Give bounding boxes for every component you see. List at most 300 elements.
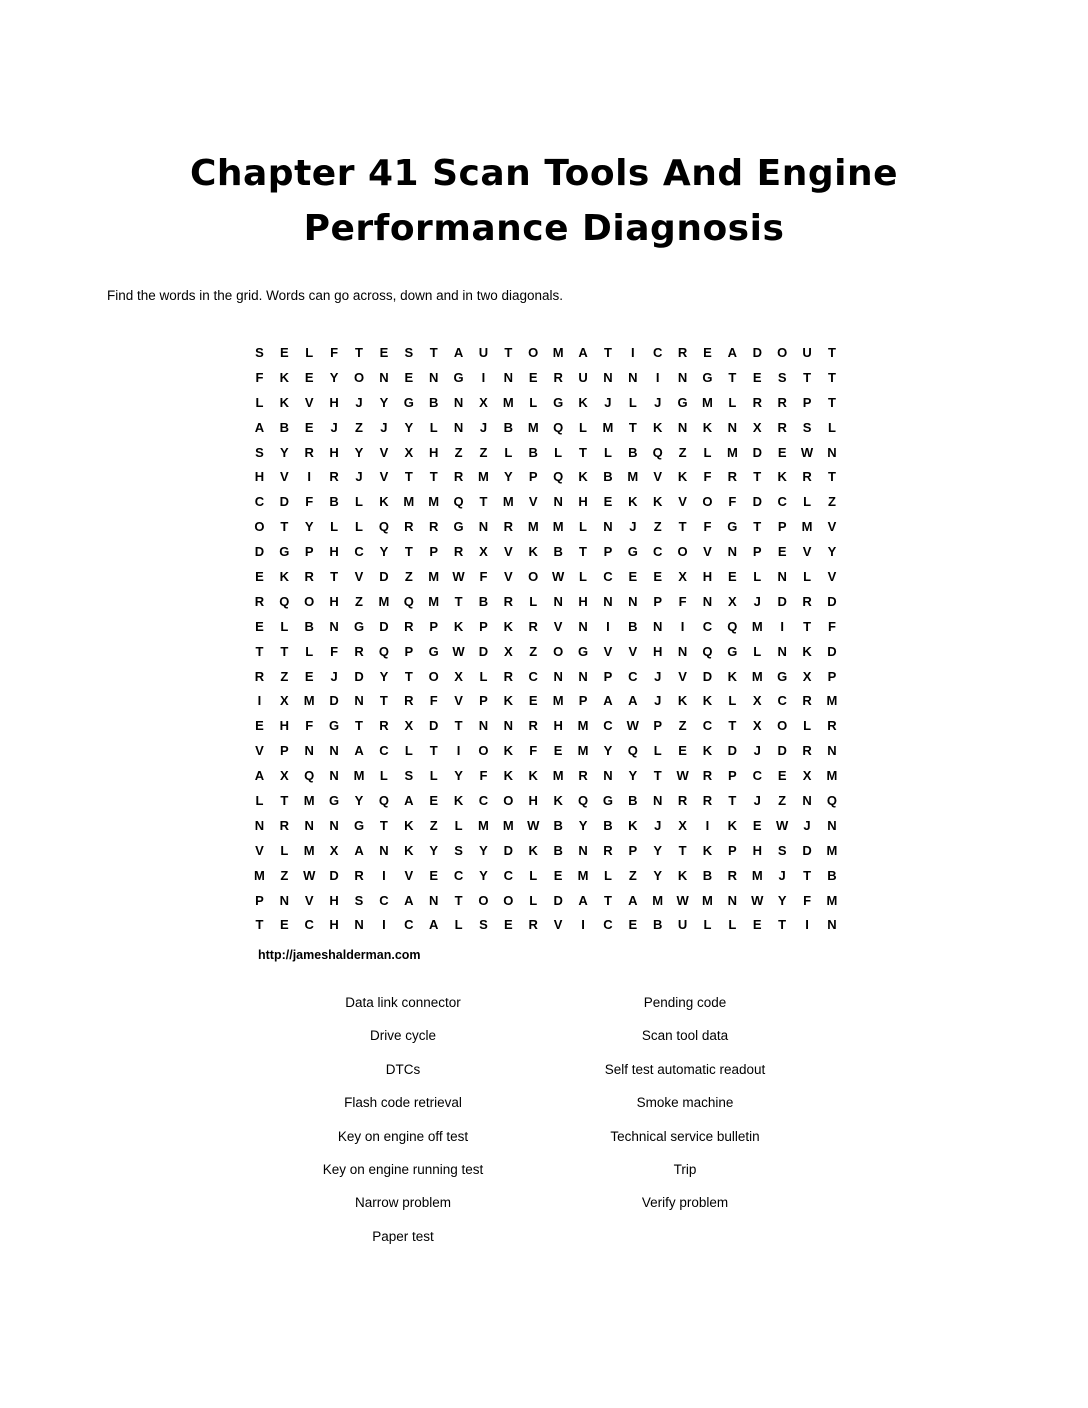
grid-cell: A: [428, 917, 439, 933]
grid-cell: L: [753, 568, 762, 584]
grid-cell: Y: [603, 743, 613, 759]
grid-cell: M: [552, 344, 564, 360]
grid-cell: L: [280, 618, 289, 634]
grid-cell: L: [579, 519, 587, 535]
grid-cell: A: [254, 768, 265, 784]
grid-cell: C: [777, 693, 787, 709]
grid-cell: P: [528, 469, 538, 485]
grid-cell: W: [626, 718, 639, 734]
grid-cell: N: [503, 718, 514, 734]
grid-cell: A: [578, 344, 588, 360]
grid-cell: W: [676, 892, 689, 908]
grid-cell: N: [553, 494, 563, 510]
grid-cell: M: [502, 394, 514, 410]
grid-cell: M: [428, 593, 440, 609]
grid-cell: R: [404, 519, 414, 535]
grid-cell: Y: [653, 842, 663, 858]
grid-cell: B: [503, 419, 514, 435]
grid-cell: T: [827, 369, 836, 385]
grid-cell: N: [777, 643, 787, 659]
grid-cell: H: [329, 444, 339, 460]
grid-cell: K: [528, 768, 538, 784]
grid-cell: T: [827, 394, 836, 410]
grid-cell: F: [703, 519, 712, 535]
grid-cell: R: [727, 469, 738, 485]
grid-cell: H: [329, 917, 339, 933]
grid-cell: N: [304, 743, 314, 759]
grid-cell: Q: [553, 419, 564, 435]
grid-cell: M: [552, 768, 564, 784]
grid-cell: E: [653, 568, 663, 584]
grid-cell: T: [827, 344, 836, 360]
grid-cell: Q: [702, 643, 713, 659]
grid-cell: F: [305, 494, 314, 510]
grid-cell: P: [479, 618, 488, 634]
grid-cell: I: [456, 743, 461, 759]
grid-cell: Z: [678, 718, 687, 734]
grid-cell: N: [603, 519, 613, 535]
grid-cell: Q: [378, 792, 389, 808]
grid-cell: B: [603, 817, 613, 833]
grid-cell: R: [503, 519, 514, 535]
grid-cell: Y: [454, 768, 463, 784]
grid-cell: R: [677, 344, 688, 360]
grid-cell: W: [800, 444, 814, 460]
grid-cell: R: [354, 867, 364, 883]
grid-cell: N: [827, 743, 837, 759]
grid-cell: T: [653, 768, 662, 784]
grid-cell: E: [504, 917, 513, 933]
grid-cell: Y: [354, 792, 364, 808]
grid-cell: C: [354, 544, 364, 560]
grid-cell: I: [780, 618, 784, 634]
grid-cell: P: [280, 743, 289, 759]
grid-cell: R: [702, 792, 713, 808]
grid-cell: T: [454, 718, 463, 734]
grid-cell: E: [304, 419, 314, 435]
grid-cell: N: [603, 369, 613, 385]
grid-cell: Z: [404, 568, 413, 584]
grid-cell: Q: [577, 792, 589, 808]
word-list-item: Key on engine off test: [337, 1128, 469, 1144]
grid-cell: S: [255, 344, 264, 360]
word-list-item: Narrow problem: [354, 1195, 452, 1211]
grid-cell: I: [581, 917, 585, 933]
grid-cell: O: [304, 593, 315, 609]
grid-cell: L: [803, 568, 812, 584]
grid-cell: Q: [627, 743, 638, 759]
grid-cell: E: [628, 917, 638, 933]
grid-cell: M: [428, 568, 440, 584]
grid-cell: Z: [454, 444, 463, 460]
grid-cell: T: [429, 344, 438, 360]
grid-cell: A: [354, 842, 364, 858]
grid-cell: G: [453, 519, 464, 535]
grid-cell: N: [827, 917, 837, 933]
grid-cell: X: [504, 643, 513, 659]
grid-cell: B: [603, 469, 613, 485]
grid-cell: L: [305, 643, 314, 659]
grid-cell: G: [553, 394, 564, 410]
grid-cell: A: [727, 344, 738, 360]
grid-cell: X: [280, 693, 289, 709]
grid-cell: N: [503, 369, 514, 385]
grid-cell: Q: [826, 792, 837, 808]
grid-cell: T: [429, 743, 438, 759]
grid-cell: K: [702, 842, 713, 858]
grid-cell: E: [280, 917, 289, 933]
grid-cell: N: [428, 369, 439, 385]
grid-cell: M: [751, 867, 763, 883]
word-list-item: Drive cycle: [369, 1028, 436, 1044]
grid-cell: T: [778, 917, 787, 933]
grid-cell: E: [528, 369, 538, 385]
grid-cell: N: [329, 768, 339, 784]
grid-cell: N: [628, 593, 638, 609]
grid-cell: N: [379, 842, 389, 858]
word-list-item: Paper test: [372, 1228, 434, 1244]
grid-cell: Y: [404, 419, 414, 435]
grid-cell: M: [726, 444, 738, 460]
grid-cell: N: [304, 817, 314, 833]
grid-cell: M: [502, 817, 514, 833]
grid-cell: X: [404, 444, 414, 460]
grid-cell: L: [379, 768, 388, 784]
grid-cell: K: [528, 544, 538, 560]
grid-cell: Y: [379, 668, 389, 684]
page-title-line-2: Performance Diagnosis: [303, 208, 785, 249]
grid-cell: C: [628, 668, 638, 684]
grid-cell: Z: [355, 419, 363, 435]
word-list-item: Key on engine running test: [322, 1161, 484, 1177]
grid-cell: R: [404, 618, 414, 634]
grid-cell: A: [404, 792, 414, 808]
grid-cell: F: [678, 593, 687, 609]
grid-cell: D: [777, 593, 787, 609]
grid-cell: Z: [280, 867, 289, 883]
grid-cell: L: [255, 394, 264, 410]
grid-cell: Y: [329, 369, 339, 385]
grid-cell: N: [354, 917, 364, 933]
grid-cell: M: [303, 693, 315, 709]
grid-cell: H: [653, 643, 663, 659]
grid-cell: V: [379, 469, 389, 485]
grid-cell: L: [603, 444, 612, 460]
grid-cell: V: [653, 469, 663, 485]
grid-cell: G: [329, 792, 340, 808]
grid-cell: R: [827, 718, 837, 734]
grid-cell: U: [578, 369, 588, 385]
grid-cell: T: [579, 444, 587, 460]
grid-cell: Y: [304, 519, 314, 535]
grid-cell: P: [752, 544, 762, 560]
grid-cell: C: [653, 344, 663, 360]
grid-cell: J: [380, 419, 388, 435]
grid-cell: M: [751, 618, 763, 634]
grid-cell: A: [404, 892, 414, 908]
grid-cell: P: [653, 593, 663, 609]
grid-cell: C: [603, 568, 613, 584]
grid-cell: J: [355, 469, 363, 485]
grid-cell: M: [826, 842, 838, 858]
grid-cell: N: [354, 693, 364, 709]
grid-cell: M: [502, 494, 514, 510]
grid-cell: N: [329, 743, 339, 759]
grid-cell: O: [677, 544, 688, 560]
grid-cell: F: [429, 693, 438, 709]
word-list-left: [243, 986, 563, 1253]
page-title: [0, 146, 1088, 256]
grid-cell: T: [728, 369, 737, 385]
grid-cell: V: [304, 394, 314, 410]
grid-cell: J: [803, 817, 811, 833]
grid-cell: I: [805, 917, 809, 933]
grid-cell: E: [429, 867, 439, 883]
grid-cell: K: [279, 394, 290, 410]
grid-cell: K: [677, 693, 688, 709]
grid-cell: V: [504, 568, 513, 584]
word-list-item: Pending code: [643, 995, 727, 1010]
grid-cell: W: [676, 768, 689, 784]
grid-cell: T: [280, 792, 289, 808]
grid-cell: E: [752, 369, 762, 385]
grid-cell: M: [428, 494, 440, 510]
grid-cell: G: [353, 618, 365, 634]
grid-cell: E: [777, 444, 787, 460]
grid-cell: M: [826, 693, 838, 709]
grid-cell: K: [503, 618, 514, 634]
grid-cell: Y: [504, 469, 513, 485]
grid-cell: Y: [479, 867, 488, 883]
grid-cell: P: [802, 394, 812, 410]
grid-cell: S: [354, 892, 364, 908]
grid-cell: R: [528, 917, 538, 933]
grid-cell: D: [428, 718, 439, 734]
grid-cell: T: [803, 618, 812, 634]
grid-cell: C: [503, 867, 514, 883]
grid-cell: R: [702, 768, 713, 784]
grid-cell: R: [304, 568, 314, 584]
grid-cell: J: [654, 817, 662, 833]
page-title-line-1: Chapter 41 Scan Tools And Engine: [189, 153, 899, 194]
grid-cell: T: [504, 344, 513, 360]
grid-cell: J: [753, 743, 761, 759]
grid-cell: D: [478, 643, 489, 659]
grid-cell: F: [479, 568, 488, 584]
grid-cell: L: [628, 394, 637, 410]
grid-cell: D: [379, 618, 389, 634]
grid-cell: S: [479, 917, 488, 933]
grid-cell: N: [279, 892, 290, 908]
grid-cell: P: [578, 693, 588, 709]
grid-cell: R: [802, 469, 812, 485]
grid-cell: X: [802, 668, 812, 684]
grid-cell: C: [379, 743, 389, 759]
grid-cell: E: [280, 344, 289, 360]
grid-cell: V: [504, 544, 513, 560]
grid-cell: N: [677, 419, 688, 435]
grid-cell: X: [802, 768, 812, 784]
grid-cell: L: [404, 743, 413, 759]
grid-cell: E: [379, 344, 389, 360]
grid-cell: J: [604, 394, 612, 410]
grid-cell: M: [702, 892, 713, 908]
grid-cell: M: [577, 743, 589, 759]
grid-cell: E: [628, 568, 638, 584]
grid-cell: V: [354, 568, 364, 584]
grid-cell: P: [653, 718, 663, 734]
grid-cell: B: [428, 394, 439, 410]
grid-cell: X: [404, 718, 414, 734]
grid-cell: N: [453, 419, 464, 435]
grid-cell: I: [257, 693, 262, 709]
grid-cell: Y: [628, 768, 638, 784]
grid-cell: Z: [280, 668, 289, 684]
grid-cell: E: [404, 369, 414, 385]
grid-cell: M: [552, 693, 564, 709]
grid-cell: B: [553, 842, 563, 858]
grid-cell: K: [404, 817, 414, 833]
grid-cell: O: [528, 344, 539, 360]
grid-cell: E: [429, 792, 439, 808]
grid-cell: O: [777, 344, 788, 360]
grid-cell: B: [279, 419, 290, 435]
grid-cell: L: [728, 693, 737, 709]
grid-cell: N: [428, 892, 439, 908]
grid-cell: H: [329, 544, 339, 560]
grid-cell: V: [553, 618, 563, 634]
grid-cell: F: [703, 469, 712, 485]
grid-cell: W: [527, 817, 540, 833]
grid-cell: L: [653, 743, 662, 759]
grid-cell: T: [803, 867, 812, 883]
word-list-item: Smoke machine: [636, 1095, 734, 1111]
grid-cell: V: [703, 544, 712, 560]
grid-cell: K: [702, 693, 713, 709]
grid-cell: X: [678, 568, 687, 584]
grid-cell: O: [254, 519, 265, 535]
grid-cell: J: [753, 593, 761, 609]
grid-cell: Y: [379, 394, 389, 410]
grid-cell: T: [753, 519, 762, 535]
grid-cell: M: [702, 394, 713, 410]
grid-cell: B: [553, 817, 563, 833]
grid-cell: R: [428, 519, 439, 535]
grid-cell: M: [378, 593, 390, 609]
grid-cell: N: [578, 618, 588, 634]
grid-cell: M: [478, 469, 489, 485]
grid-cell: G: [403, 394, 414, 410]
grid-cell: W: [776, 817, 789, 833]
grid-cell: B: [304, 618, 314, 634]
grid-cell: D: [752, 444, 762, 460]
grid-cell: E: [703, 344, 712, 360]
grid-cell: J: [654, 668, 662, 684]
grid-cell: R: [453, 544, 464, 560]
grid-cell: T: [255, 643, 264, 659]
grid-cell: L: [803, 718, 812, 734]
grid-cell: B: [653, 917, 663, 933]
grid-cell: E: [728, 568, 737, 584]
grid-cell: U: [802, 344, 812, 360]
grid-cell: S: [404, 344, 414, 360]
grid-cell: V: [255, 743, 264, 759]
grid-cell: M: [826, 768, 838, 784]
grid-cell: O: [503, 792, 514, 808]
grid-cell: G: [627, 544, 638, 560]
grid-cell: D: [329, 693, 339, 709]
grid-cell: W: [551, 568, 565, 584]
grid-cell: R: [304, 444, 314, 460]
grid-cell: Q: [403, 593, 414, 609]
grid-cell: V: [255, 842, 264, 858]
grid-cell: O: [553, 643, 564, 659]
grid-cell: F: [827, 618, 836, 634]
grid-cell: K: [503, 693, 514, 709]
grid-cell: R: [528, 718, 538, 734]
grid-cell: C: [653, 544, 663, 560]
grid-cell: I: [630, 344, 635, 360]
grid-cell: X: [479, 394, 488, 410]
grid-cell: K: [578, 394, 588, 410]
grid-cell: Y: [578, 817, 588, 833]
grid-cell: L: [703, 444, 712, 460]
grid-cell: Y: [354, 444, 364, 460]
grid-cell: T: [603, 344, 612, 360]
grid-cell: C: [304, 917, 314, 933]
grid-cell: E: [777, 544, 787, 560]
grid-cell: O: [702, 494, 713, 510]
grid-cell: N: [702, 593, 713, 609]
grid-cell: Z: [778, 792, 787, 808]
source-url: http://jameshalderman.com: [258, 948, 421, 962]
grid-cell: Q: [453, 494, 464, 510]
grid-cell: T: [454, 892, 463, 908]
grid-cell: X: [752, 718, 762, 734]
word-list-item: Flash code retrieval: [344, 1095, 462, 1111]
grid-cell: L: [454, 917, 463, 933]
grid-cell: V: [553, 917, 563, 933]
grid-cell: V: [454, 693, 463, 709]
grid-cell: D: [254, 544, 265, 560]
grid-cell: B: [827, 867, 837, 883]
grid-cell: P: [479, 693, 488, 709]
grid-cell: P: [603, 544, 613, 560]
grid-cell: R: [453, 469, 464, 485]
grid-cell: J: [355, 394, 363, 410]
grid-cell: M: [577, 867, 589, 883]
grid-cell: M: [602, 419, 614, 435]
grid-cell: R: [777, 394, 787, 410]
grid-cell: M: [577, 718, 589, 734]
grid-cell: W: [751, 892, 764, 908]
grid-cell: B: [628, 444, 638, 460]
grid-cell: B: [329, 494, 339, 510]
grid-cell: L: [454, 817, 463, 833]
grid-cell: M: [751, 668, 763, 684]
grid-cell: N: [827, 444, 837, 460]
grid-cell: P: [628, 842, 638, 858]
grid-cell: D: [329, 867, 339, 883]
grid-cell: D: [827, 643, 837, 659]
grid-cell: M: [254, 867, 265, 883]
grid-cell: K: [279, 568, 290, 584]
grid-cell: T: [280, 643, 289, 659]
grid-cell: H: [578, 494, 588, 510]
grid-cell: P: [728, 768, 737, 784]
grid-cell: R: [777, 419, 787, 435]
grid-cell: T: [379, 693, 388, 709]
